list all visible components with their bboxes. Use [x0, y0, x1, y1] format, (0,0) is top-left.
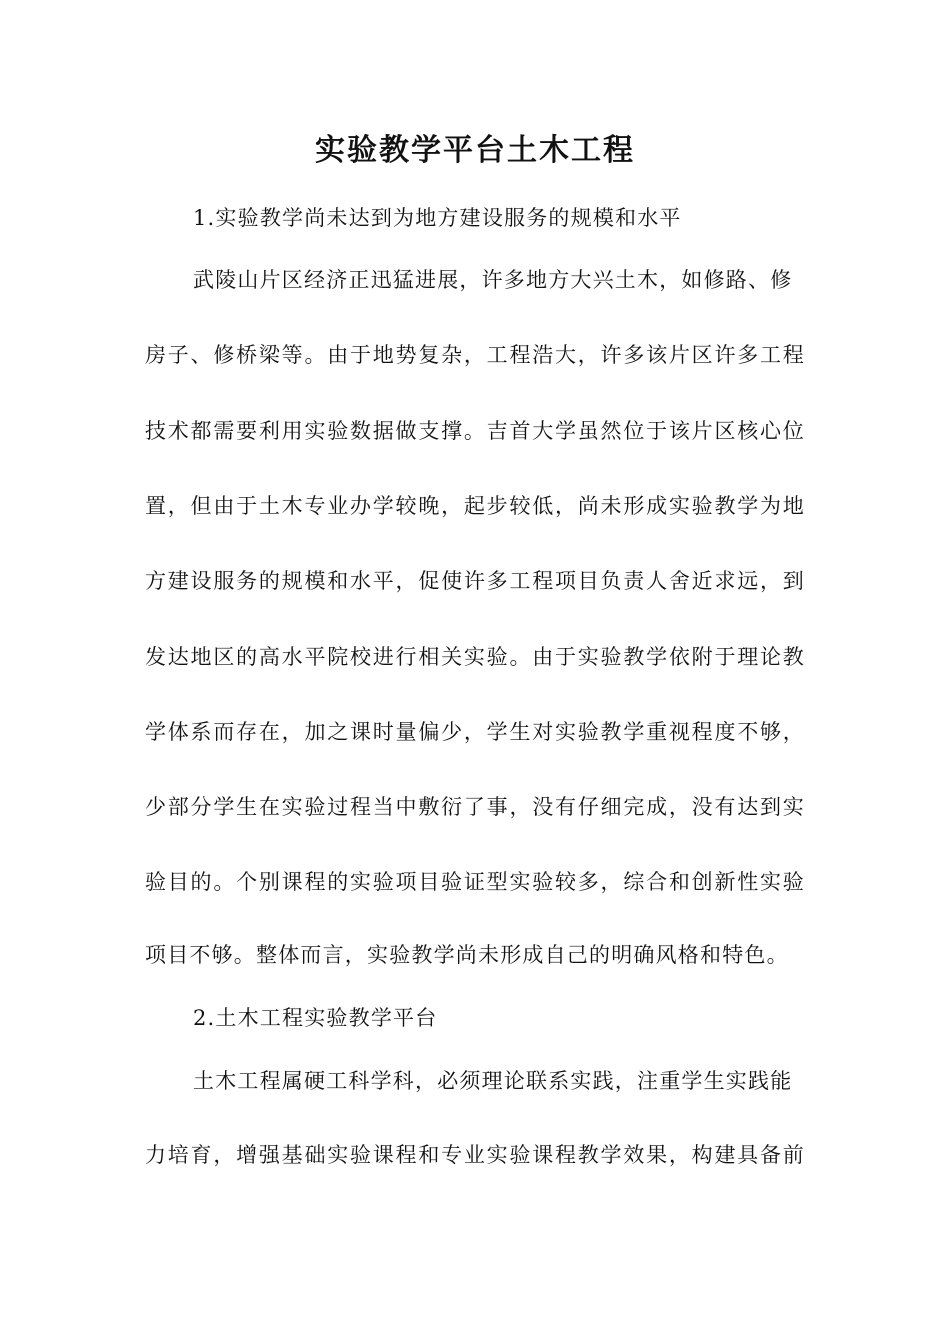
paragraph-1-line: 技术都需要利用实验数据做支撑。吉首大学虽然位于该片区核心位: [145, 419, 805, 443]
paragraph-1-line: 少部分学生在实验过程当中敷衍了事，没有仔细完成，没有达到实: [145, 795, 805, 819]
paragraph-2-line: 土木工程属硬工科学科，必须理论联系实践，注重学生实践能: [193, 1069, 793, 1093]
paragraph-1-line: 项目不够。整体而言，实验教学尚未形成自己的明确风格和特色。: [145, 943, 789, 967]
section-heading-2: 2.土木工程实验教学平台: [193, 1006, 438, 1030]
paragraph-1-line: 武陵山片区经济正迅猛进展，许多地方大兴土木，如修路、修: [193, 268, 793, 292]
paragraph-1-line: 方建设服务的规模和水平，促使许多工程项目负责人舍近求远，到: [145, 569, 805, 593]
document-title: 实验教学平台土木工程: [315, 133, 635, 168]
section-heading-1: 1.实验教学尚未达到为地方建设服务的规模和水平: [193, 206, 682, 230]
paragraph-1-line: 验目的。个别课程的实验项目验证型实验较多，综合和创新性实验: [145, 870, 805, 894]
paragraph-1-line: 房子、修桥梁等。由于地势复杂，工程浩大，许多该片区许多工程: [145, 343, 805, 367]
paragraph-2-line: 力培育，增强基础实验课程和专业实验课程教学效果，构建具备前: [145, 1143, 805, 1167]
paragraph-1-line: 置，但由于土木专业办学较晚，起步较低，尚未形成实验教学为地: [145, 494, 805, 518]
paragraph-1-line: 学体系而存在，加之课时量偏少，学生对实验教学重视程度不够，: [145, 720, 805, 744]
paragraph-1-line: 发达地区的高水平院校进行相关实验。由于实验教学依附于理论教: [145, 645, 805, 669]
